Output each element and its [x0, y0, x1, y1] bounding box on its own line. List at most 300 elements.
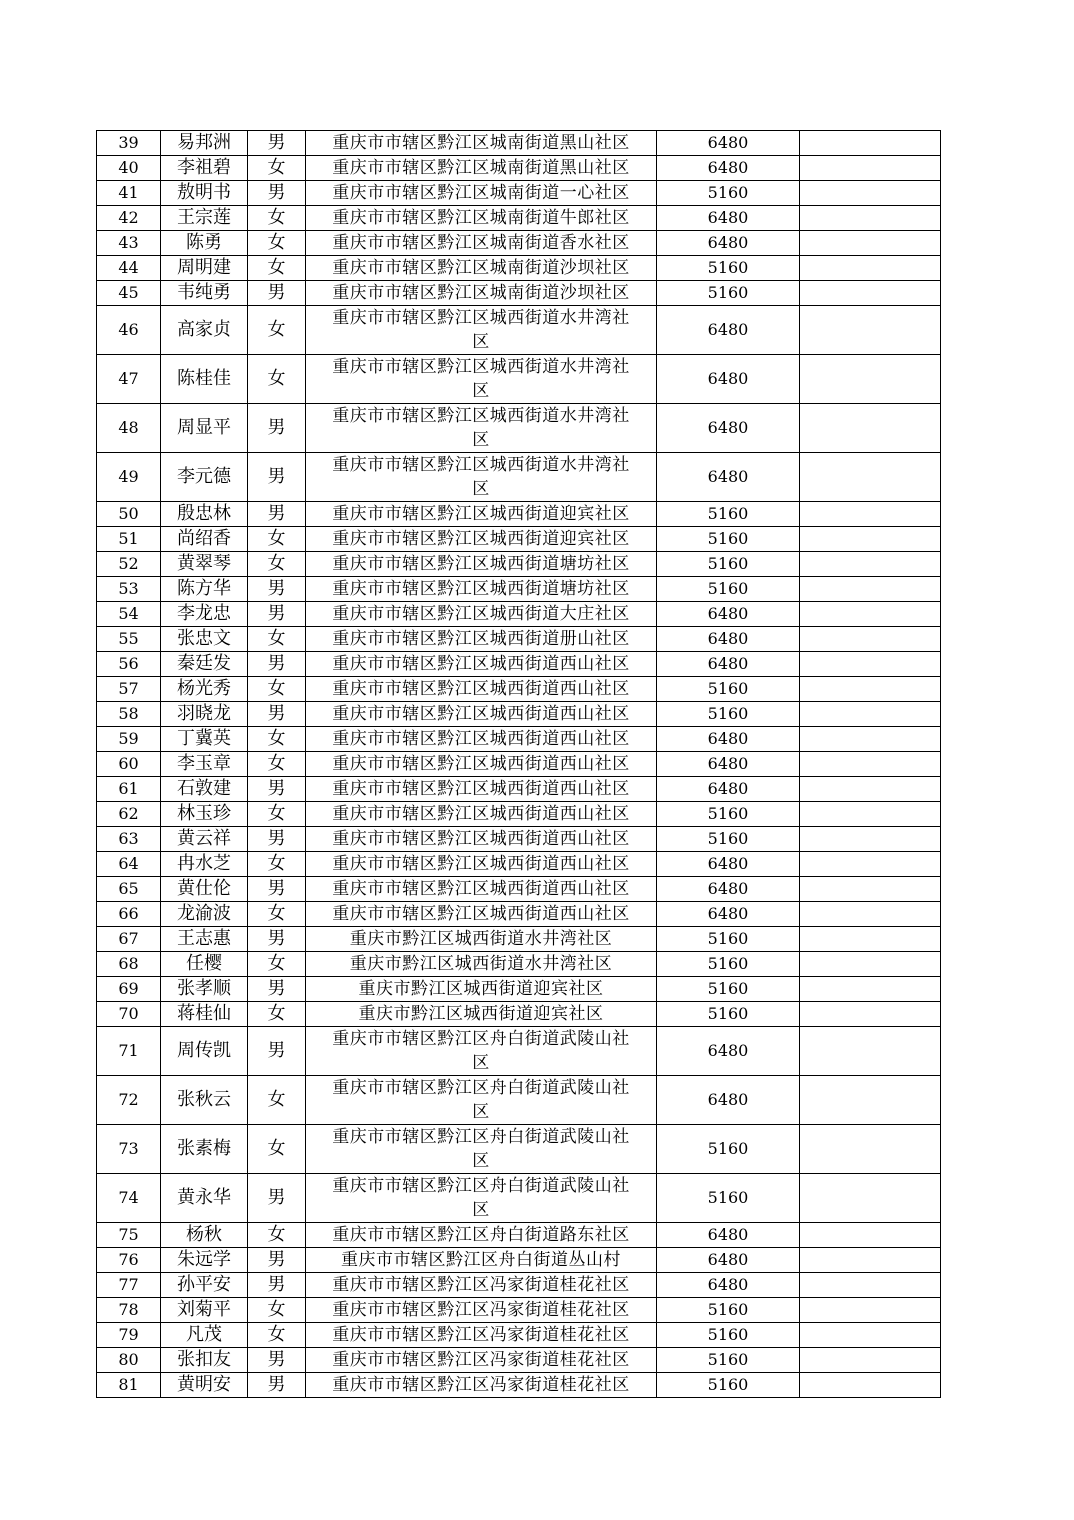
address: 重庆市市辖区黔江区城西街道西山社区	[306, 852, 657, 877]
subsidy-amount: 5160	[657, 1323, 800, 1348]
subsidy-amount: 5160	[657, 577, 800, 602]
address: 重庆市市辖区黔江区城西街道西山社区	[306, 877, 657, 902]
remarks	[800, 1323, 941, 1348]
row-number: 73	[97, 1125, 161, 1174]
subsidy-amount: 6480	[657, 1248, 800, 1273]
gender: 女	[248, 1323, 306, 1348]
address: 重庆市黔江区城西街道水井湾社区	[306, 927, 657, 952]
gender: 女	[248, 627, 306, 652]
remarks	[800, 527, 941, 552]
remarks	[800, 777, 941, 802]
gender: 男	[248, 1273, 306, 1298]
remarks	[800, 502, 941, 527]
person-name: 杨光秀	[161, 677, 248, 702]
subsidy-amount: 5160	[657, 1174, 800, 1223]
person-name: 林玉珍	[161, 802, 248, 827]
row-number: 69	[97, 977, 161, 1002]
row-number: 41	[97, 181, 161, 206]
address: 重庆市市辖区黔江区城南街道沙坝社区	[306, 256, 657, 281]
person-name: 王志惠	[161, 927, 248, 952]
row-number: 61	[97, 777, 161, 802]
subsidy-amount: 6480	[657, 1076, 800, 1125]
person-name: 李祖碧	[161, 156, 248, 181]
gender: 女	[248, 677, 306, 702]
address: 重庆市黔江区城西街道迎宾社区	[306, 977, 657, 1002]
person-name: 黄明安	[161, 1373, 248, 1398]
remarks	[800, 877, 941, 902]
row-number: 66	[97, 902, 161, 927]
subsidy-amount: 5160	[657, 256, 800, 281]
remarks	[800, 404, 941, 453]
table-row	[97, 1027, 941, 1076]
address: 重庆市市辖区黔江区冯家街道桂花社区	[306, 1298, 657, 1323]
person-name: 李玉章	[161, 752, 248, 777]
remarks	[800, 552, 941, 577]
remarks	[800, 727, 941, 752]
subsidy-amount: 6480	[657, 1273, 800, 1298]
row-number: 54	[97, 602, 161, 627]
address-line-2: 区	[472, 1151, 490, 1171]
address: 重庆市市辖区黔江区城南街道一心社区	[306, 181, 657, 206]
row-number: 63	[97, 827, 161, 852]
remarks	[800, 1348, 941, 1373]
gender: 男	[248, 453, 306, 502]
table-row	[97, 877, 941, 902]
gender: 女	[248, 902, 306, 927]
row-number: 67	[97, 927, 161, 952]
remarks	[800, 281, 941, 306]
subsidy-amount: 5160	[657, 977, 800, 1002]
subsidy-amount: 5160	[657, 802, 800, 827]
table-row	[97, 527, 941, 552]
remarks	[800, 306, 941, 355]
subsidy-amount: 5160	[657, 1298, 800, 1323]
table-row	[97, 577, 941, 602]
gender: 女	[248, 355, 306, 404]
address-line-2: 区	[472, 332, 490, 352]
gender: 男	[248, 1174, 306, 1223]
gender: 女	[248, 256, 306, 281]
subsidy-amount: 5160	[657, 552, 800, 577]
address-line-2: 区	[472, 479, 490, 499]
gender: 女	[248, 1223, 306, 1248]
table-row	[97, 552, 941, 577]
row-number: 76	[97, 1248, 161, 1273]
person-name: 张忠文	[161, 627, 248, 652]
subsidy-amount: 6480	[657, 306, 800, 355]
address: 重庆市市辖区黔江区冯家街道桂花社区	[306, 1348, 657, 1373]
gender: 男	[248, 1373, 306, 1398]
address: 重庆市市辖区黔江区城南街道黑山社区	[306, 156, 657, 181]
person-name: 周明建	[161, 256, 248, 281]
remarks	[800, 453, 941, 502]
gender: 女	[248, 852, 306, 877]
gender: 女	[248, 527, 306, 552]
row-number: 52	[97, 552, 161, 577]
person-name: 王宗莲	[161, 206, 248, 231]
remarks	[800, 827, 941, 852]
table-row	[97, 256, 941, 281]
subsidy-amount: 6480	[657, 156, 800, 181]
row-number: 81	[97, 1373, 161, 1398]
table-body	[97, 131, 941, 1398]
table-row	[97, 1174, 941, 1223]
gender: 男	[248, 404, 306, 453]
subsidy-amount: 6480	[657, 1027, 800, 1076]
address	[306, 1027, 657, 1076]
remarks	[800, 602, 941, 627]
gender: 女	[248, 1076, 306, 1125]
address: 重庆市市辖区黔江区城南街道沙坝社区	[306, 281, 657, 306]
gender: 男	[248, 827, 306, 852]
table-row	[97, 777, 941, 802]
gender: 男	[248, 927, 306, 952]
remarks	[800, 927, 941, 952]
subsidy-amount: 6480	[657, 877, 800, 902]
row-number: 65	[97, 877, 161, 902]
gender: 男	[248, 602, 306, 627]
subsidy-amount: 6480	[657, 231, 800, 256]
subsidy-amount: 5160	[657, 181, 800, 206]
person-name: 朱远学	[161, 1248, 248, 1273]
address-line-1: 重庆市市辖区黔江区舟白街道武陵山社	[332, 1029, 630, 1049]
person-name: 殷忠林	[161, 502, 248, 527]
subsidy-amount: 5160	[657, 927, 800, 952]
remarks	[800, 355, 941, 404]
remarks	[800, 702, 941, 727]
remarks	[800, 1125, 941, 1174]
person-name: 凡茂	[161, 1323, 248, 1348]
subsidy-amount: 5160	[657, 677, 800, 702]
table-row	[97, 702, 941, 727]
row-number: 56	[97, 652, 161, 677]
address: 重庆市市辖区黔江区城西街道迎宾社区	[306, 502, 657, 527]
person-name: 孙平安	[161, 1273, 248, 1298]
subsidy-amount: 6480	[657, 453, 800, 502]
remarks	[800, 1223, 941, 1248]
person-name: 周显平	[161, 404, 248, 453]
person-name: 黄仕伦	[161, 877, 248, 902]
remarks	[800, 256, 941, 281]
row-number: 74	[97, 1174, 161, 1223]
address: 重庆市市辖区黔江区城西街道西山社区	[306, 827, 657, 852]
table-row	[97, 355, 941, 404]
gender: 男	[248, 702, 306, 727]
person-name: 任樱	[161, 952, 248, 977]
address: 重庆市市辖区黔江区城西街道西山社区	[306, 702, 657, 727]
table-row	[97, 1373, 941, 1398]
address: 重庆市市辖区黔江区城西街道西山社区	[306, 727, 657, 752]
address-line-2: 区	[472, 381, 490, 401]
row-number: 48	[97, 404, 161, 453]
table-row	[97, 627, 941, 652]
row-number: 58	[97, 702, 161, 727]
gender: 女	[248, 752, 306, 777]
address: 重庆市黔江区城西街道迎宾社区	[306, 1002, 657, 1027]
table-row	[97, 453, 941, 502]
person-name: 冉水芝	[161, 852, 248, 877]
person-name: 张素梅	[161, 1125, 248, 1174]
person-name: 张秋云	[161, 1076, 248, 1125]
subsidy-amount: 6480	[657, 131, 800, 156]
subsidy-amount: 5160	[657, 1373, 800, 1398]
address: 重庆市市辖区黔江区城西街道西山社区	[306, 752, 657, 777]
gender: 男	[248, 1027, 306, 1076]
table-row	[97, 752, 941, 777]
row-number: 78	[97, 1298, 161, 1323]
address: 重庆市市辖区黔江区冯家街道桂花社区	[306, 1323, 657, 1348]
remarks	[800, 627, 941, 652]
row-number: 62	[97, 802, 161, 827]
address	[306, 404, 657, 453]
row-number: 60	[97, 752, 161, 777]
remarks	[800, 1174, 941, 1223]
person-name: 陈桂佳	[161, 355, 248, 404]
address-line-1: 重庆市市辖区黔江区舟白街道武陵山社	[332, 1078, 630, 1098]
address	[306, 1125, 657, 1174]
person-name: 羽晓龙	[161, 702, 248, 727]
table-row	[97, 231, 941, 256]
table-row	[97, 306, 941, 355]
subsidy-amount: 5160	[657, 1002, 800, 1027]
subsidy-amount: 5160	[657, 281, 800, 306]
gender: 女	[248, 1298, 306, 1323]
table-row	[97, 404, 941, 453]
person-name: 张孝顺	[161, 977, 248, 1002]
row-number: 64	[97, 852, 161, 877]
row-number: 47	[97, 355, 161, 404]
address: 重庆市市辖区黔江区冯家街道桂花社区	[306, 1273, 657, 1298]
table-row	[97, 156, 941, 181]
gender: 女	[248, 727, 306, 752]
person-name: 龙渝波	[161, 902, 248, 927]
person-name: 黄云祥	[161, 827, 248, 852]
remarks	[800, 1076, 941, 1125]
subsidy-amount: 5160	[657, 502, 800, 527]
row-number: 43	[97, 231, 161, 256]
table-row	[97, 952, 941, 977]
remarks	[800, 206, 941, 231]
address: 重庆市市辖区黔江区舟白街道丛山村	[306, 1248, 657, 1273]
gender: 女	[248, 306, 306, 355]
gender: 女	[248, 1125, 306, 1174]
subsidy-amount: 6480	[657, 777, 800, 802]
remarks	[800, 1298, 941, 1323]
remarks	[800, 752, 941, 777]
person-name: 李元德	[161, 453, 248, 502]
table-row	[97, 1348, 941, 1373]
person-name: 高家贞	[161, 306, 248, 355]
table-row	[97, 727, 941, 752]
remarks	[800, 852, 941, 877]
person-name: 敖明书	[161, 181, 248, 206]
table-row	[97, 677, 941, 702]
row-number: 55	[97, 627, 161, 652]
address-line-2: 区	[472, 430, 490, 450]
subsidy-amount: 6480	[657, 852, 800, 877]
gender: 女	[248, 802, 306, 827]
subsidy-amount: 5160	[657, 827, 800, 852]
gender: 男	[248, 652, 306, 677]
table-row	[97, 1273, 941, 1298]
table-row	[97, 281, 941, 306]
gender: 男	[248, 1248, 306, 1273]
gender: 男	[248, 181, 306, 206]
address	[306, 453, 657, 502]
person-name: 陈方华	[161, 577, 248, 602]
subsidy-amount: 5160	[657, 1348, 800, 1373]
remarks	[800, 952, 941, 977]
gender: 男	[248, 877, 306, 902]
table-row	[97, 902, 941, 927]
gender: 男	[248, 777, 306, 802]
address	[306, 1174, 657, 1223]
table-row	[97, 852, 941, 877]
remarks	[800, 577, 941, 602]
remarks	[800, 1248, 941, 1273]
gender: 男	[248, 1348, 306, 1373]
person-name: 石敦建	[161, 777, 248, 802]
address	[306, 355, 657, 404]
subsidy-amount: 5160	[657, 1125, 800, 1174]
table-row	[97, 1125, 941, 1174]
remarks	[800, 1002, 941, 1027]
person-name: 易邦洲	[161, 131, 248, 156]
address: 重庆市市辖区黔江区城南街道香水社区	[306, 231, 657, 256]
person-name: 杨秋	[161, 1223, 248, 1248]
subsidy-amount: 5160	[657, 952, 800, 977]
address: 重庆市市辖区黔江区城西街道西山社区	[306, 802, 657, 827]
row-number: 70	[97, 1002, 161, 1027]
person-name: 丁冀英	[161, 727, 248, 752]
subsidy-amount: 6480	[657, 902, 800, 927]
gender: 女	[248, 952, 306, 977]
subsidy-amount: 5160	[657, 527, 800, 552]
person-name: 秦廷发	[161, 652, 248, 677]
gender: 女	[248, 552, 306, 577]
address: 重庆市市辖区黔江区城西街道塘坊社区	[306, 552, 657, 577]
address: 重庆市市辖区黔江区城西街道西山社区	[306, 652, 657, 677]
row-number: 53	[97, 577, 161, 602]
person-name: 蒋桂仙	[161, 1002, 248, 1027]
address-line-2: 区	[472, 1200, 490, 1220]
person-name: 黄永华	[161, 1174, 248, 1223]
remarks	[800, 1027, 941, 1076]
table-row	[97, 502, 941, 527]
table-row	[97, 827, 941, 852]
gender: 女	[248, 156, 306, 181]
address-line-2: 区	[472, 1102, 490, 1122]
subsidy-amount: 5160	[657, 702, 800, 727]
subsidy-amount: 6480	[657, 752, 800, 777]
row-number: 72	[97, 1076, 161, 1125]
address: 重庆市市辖区黔江区城西街道西山社区	[306, 677, 657, 702]
table-row	[97, 1223, 941, 1248]
address-line-1: 重庆市市辖区黔江区城西街道水井湾社	[332, 455, 630, 475]
remarks	[800, 977, 941, 1002]
table-row	[97, 131, 941, 156]
subsidy-amount: 6480	[657, 627, 800, 652]
address: 重庆市市辖区黔江区冯家街道桂花社区	[306, 1373, 657, 1398]
table-row	[97, 602, 941, 627]
beneficiary-table	[96, 130, 941, 1398]
address: 重庆市市辖区黔江区城南街道牛郎社区	[306, 206, 657, 231]
person-name: 黄翠琴	[161, 552, 248, 577]
remarks	[800, 131, 941, 156]
table-row	[97, 1076, 941, 1125]
person-name: 李龙忠	[161, 602, 248, 627]
subsidy-amount: 6480	[657, 727, 800, 752]
row-number: 68	[97, 952, 161, 977]
remarks	[800, 652, 941, 677]
table-row	[97, 181, 941, 206]
row-number: 75	[97, 1223, 161, 1248]
address-line-1: 重庆市市辖区黔江区舟白街道武陵山社	[332, 1127, 630, 1147]
gender: 男	[248, 977, 306, 1002]
remarks	[800, 1373, 941, 1398]
address	[306, 1076, 657, 1125]
address: 重庆市市辖区黔江区城西街道迎宾社区	[306, 527, 657, 552]
address: 重庆市市辖区黔江区舟白街道路东社区	[306, 1223, 657, 1248]
table-row	[97, 1323, 941, 1348]
address: 重庆市市辖区黔江区城西街道册山社区	[306, 627, 657, 652]
address	[306, 306, 657, 355]
row-number: 71	[97, 1027, 161, 1076]
gender: 女	[248, 231, 306, 256]
person-name: 张扣友	[161, 1348, 248, 1373]
row-number: 50	[97, 502, 161, 527]
row-number: 40	[97, 156, 161, 181]
person-name: 陈勇	[161, 231, 248, 256]
address-line-2: 区	[472, 1053, 490, 1073]
table-row	[97, 206, 941, 231]
table-row	[97, 802, 941, 827]
table-row	[97, 1298, 941, 1323]
table-row	[97, 1248, 941, 1273]
subsidy-amount: 6480	[657, 1223, 800, 1248]
person-name: 韦纯勇	[161, 281, 248, 306]
table-row	[97, 977, 941, 1002]
address-line-1: 重庆市市辖区黔江区城西街道水井湾社	[332, 308, 630, 328]
row-number: 51	[97, 527, 161, 552]
row-number: 39	[97, 131, 161, 156]
remarks	[800, 802, 941, 827]
address: 重庆市黔江区城西街道水井湾社区	[306, 952, 657, 977]
gender: 男	[248, 577, 306, 602]
row-number: 44	[97, 256, 161, 281]
address-line-1: 重庆市市辖区黔江区城西街道水井湾社	[332, 406, 630, 426]
subsidy-amount: 6480	[657, 206, 800, 231]
row-number: 49	[97, 453, 161, 502]
row-number: 57	[97, 677, 161, 702]
person-name: 刘菊平	[161, 1298, 248, 1323]
subsidy-amount: 6480	[657, 404, 800, 453]
remarks	[800, 231, 941, 256]
person-name: 尚绍香	[161, 527, 248, 552]
row-number: 42	[97, 206, 161, 231]
row-number: 79	[97, 1323, 161, 1348]
subsidy-amount: 6480	[657, 652, 800, 677]
address-line-1: 重庆市市辖区黔江区城西街道水井湾社	[332, 357, 630, 377]
table-row	[97, 652, 941, 677]
subsidy-amount: 6480	[657, 355, 800, 404]
address: 重庆市市辖区黔江区城南街道黑山社区	[306, 131, 657, 156]
address: 重庆市市辖区黔江区城西街道西山社区	[306, 902, 657, 927]
address: 重庆市市辖区黔江区城西街道西山社区	[306, 777, 657, 802]
address: 重庆市市辖区黔江区城西街道大庄社区	[306, 602, 657, 627]
subsidy-amount: 6480	[657, 602, 800, 627]
gender: 男	[248, 502, 306, 527]
